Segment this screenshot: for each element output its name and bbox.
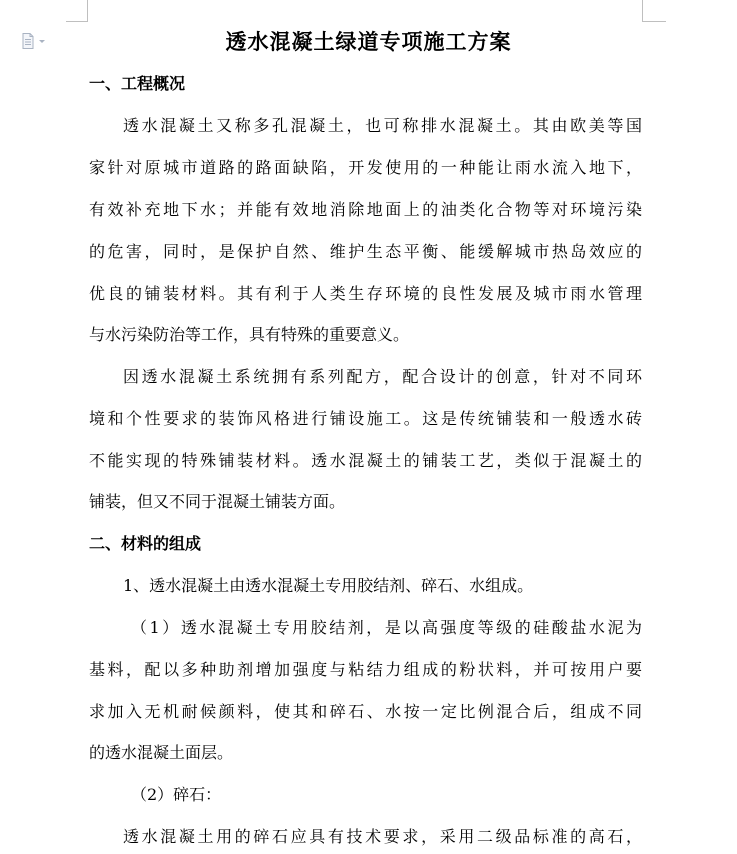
paragraph-line: 优良的铺装材料。其有利于人类生存环境的良性发展及城市雨水管理	[89, 284, 642, 303]
paragraph-line: 因透水混凝土系统拥有系列配方，配合设计的创意，针对不同环	[123, 367, 642, 386]
paragraph-line: （1）透水混凝土专用胶结剂，是以高强度等级的硅酸盐水泥为	[131, 618, 642, 637]
paragraph-line: 透水混凝土又称多孔混凝土，也可称排水混凝土。其由欧美等国	[123, 116, 642, 135]
page-corner-mark-top-right	[642, 0, 666, 22]
paragraph-line: 透水混凝土用的碎石应具有技术要求，采用二级品标准的高石，	[123, 827, 642, 846]
paragraph-line: 的透水混凝土面层。	[89, 743, 234, 762]
paragraph-line: 的危害，同时，是保护自然、维护生态平衡、能缓解城市热岛效应的	[89, 242, 642, 261]
paragraph-line: 不能实现的特殊铺装材料。透水混凝土的铺装工艺，类似于混凝土的	[89, 451, 642, 470]
sub-item-label: （2）碎石：	[131, 785, 222, 804]
list-item: 1、透水混凝土由透水混凝土专用胶结剂、碎石、水组成。	[123, 576, 534, 595]
page-corner-mark-top-left	[66, 0, 88, 22]
paragraph-line: 有效补充地下水；并能有效地消除地面上的油类化合物等对环境污染	[89, 200, 642, 219]
paragraph-line: 求加入无机耐候颜料，使其和碎石、水按一定比例混合后，组成不同	[89, 702, 642, 721]
paragraph-line: 境和个性要求的装饰风格进行铺设施工。这是传统铺装和一般透水砖	[89, 409, 642, 428]
paragraph-line: 基料，配以多种助剂增加强度与粘结力组成的粉状料，并可按用户要	[89, 660, 642, 679]
section-heading-overview: 一、工程概况	[89, 74, 186, 93]
paragraph-line: 与水污染防治等工作，具有特殊的重要意义。	[89, 325, 410, 344]
paragraph-line: 家针对原城市道路的路面缺陷，开发使用的一种能让雨水流入地下，	[89, 158, 642, 177]
document-title: 透水混凝土绿道专项施工方案	[225, 29, 512, 54]
section-heading-materials: 二、材料的组成	[89, 534, 202, 553]
paragraph-line: 铺装，但又不同于混凝土铺装方面。	[89, 492, 346, 511]
